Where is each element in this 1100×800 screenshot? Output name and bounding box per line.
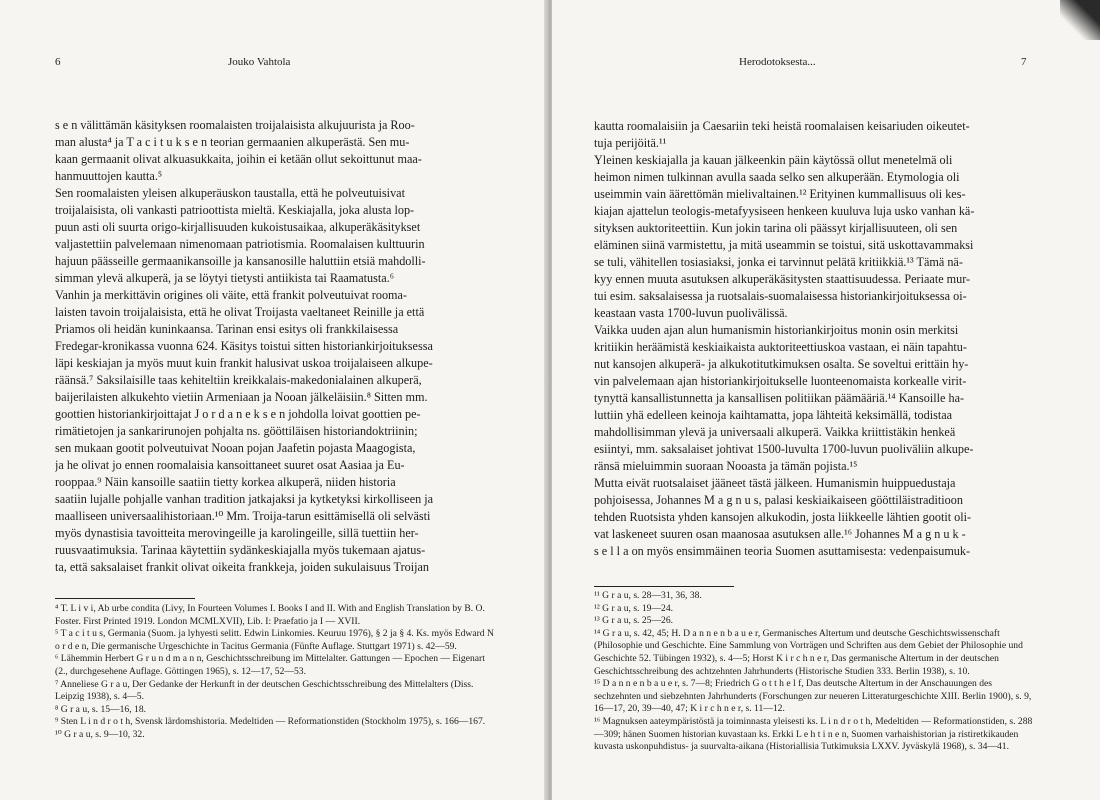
- text-line: kyy ennen muuta asutuksen alkuperäkäsitysten staattisuudessa. Periaate mur-: [594, 272, 971, 286]
- text-line: mahdollisimman ylevä ja universaali alkuperä. Vaikka kriittistäkin henkeä: [594, 425, 956, 439]
- text-line: useimmin vain äärettömän mielivaltainen.¹² Erityinen kummallisuus oli kes-: [594, 187, 966, 201]
- text-line: sityksen auktoriteettiin. Kun jokin tarina oli päässyt kirjallisuuteen, oli sen: [594, 221, 958, 235]
- body-text: [594, 118, 1038, 560]
- page-number: 6: [55, 56, 61, 68]
- text-line: tui esim. saksalaisessa ja ruotsalais-suomalaisessa historiankirjoituksessa oi-: [594, 289, 967, 303]
- text-line: goottien historiankirjoittajat J o r d a n e k s e n johdolla loivat goottien pe-: [55, 407, 421, 421]
- right-page: [552, 0, 1100, 800]
- text-line: esiintyi, mm. saksalaiset johtivat 1500-luvulta 1700-luvun puoliväliin alkupe-: [594, 442, 974, 456]
- left-page: [0, 0, 548, 800]
- text-line: saatiin lujalle pohjalle vanhan tradition jatkajaksi ja kytketyksi kirkolliseen ja: [55, 492, 434, 506]
- text-line: valjastettiin palvelemaan nimenomaan patriotismia. Roomalaisen kulttuurin: [55, 237, 425, 251]
- text-line: sen mukaan gootit polveutuivat Nooan pojan Jaafetin pojasta Maagogista,: [55, 441, 416, 455]
- text-line: eläminen siinä varmistettu, ja mitä useammin se toistui, sitä uskottavammaksi: [594, 238, 974, 252]
- text-line: maalliseen universaalihistoriaan.¹⁰ Mm. Troija-tarun esittämisellä oli selvästi: [55, 509, 431, 523]
- text-line: hanmuuttojen kautta.⁵: [55, 169, 163, 183]
- footnote: ¹³ G r a u, s. 25—26.: [594, 615, 674, 627]
- text-line: ja he olivat jo ennen roomalaisia kansoittaneet suuret osat Aasiaa ja Eu-: [55, 458, 405, 472]
- footnotes: [55, 603, 495, 742]
- text-line: Yleinen keskiajalla ja kauan jälkeenkin päin käytössä ollut menetelmä oli: [594, 153, 953, 167]
- text-line: nut kansojen alkuperä- ja alkukotitutkimuksen osalta. Se soveltui erittäin hy-: [594, 357, 969, 371]
- text-line: troijalaisista, oli vankasti patrioottista mieltä. Keskiajalla, joka alusta lop-: [55, 203, 415, 217]
- text-line: kaan germaanit olivat alkuasukkaita, joihin ei ketään ollut sekoittunut maa-: [55, 152, 422, 166]
- text-line: tehden Ruotsista yhden kansojen alkukodin, josta liikkeelle lähtien gootit oli-: [594, 510, 972, 524]
- footnote: ¹⁵ D a n n e n b a u e r, s. 7—8; Friedrich G o t t h e l f, Das deutsche Altertum in der Anschauungen des sechzehnten und siebzehnten Jahrhunderts (Forschungen zur neueren Litteraturgeschichte XIII. Berlin 1900), s. 9, 16—17, 20, 39—40, 47; K i r c h n e r, s. 11—12.: [594, 678, 1032, 715]
- footnote: ⁵ T a c i t u s, Germania (Suom. ja lyhyesti selitt. Edwin Linkomies. Keuruu 1976), § 2 ja § 4. Ks. myös Edward N o r d e n, Die germanische Urgeschichte in Tacitus Germania (Fünfte Auflage. Stuttgart 1971) s. 42—59.: [55, 628, 494, 652]
- footnote: ⁷ Anneliese G r a u, Der Gedanke der Herkunft in der deutschen Geschichtsschreibung des Mittelalters (Diss. Leipzig 1938), s. 4—5.: [55, 678, 474, 703]
- text-line: hajuun päässeille germaanikansoille ja kansanosille haluttiin etsiä mahdolli-: [55, 254, 426, 268]
- text-line: keastaan vasta 1700-luvun puolivälissä.: [594, 306, 788, 320]
- footnote: ¹⁴ G r a u, s. 42, 45; H. D a n n e n b a u e r, Germanisches Altertum und deutsche Geschichtswissenschaft (Philosophie und Geschichte. Eine Sammlung von Vorträgen und Schriften aus dem Gebiet der Philosophie und Geschichte 52. Tübingen 1932), s. 4—5; Horst K i r c h n e r, Das germanische Altertum in der deutschen Geschichtsschreibung des achtzehnten Jahrhunderts (Historische Studien 333. Berlin 1938), s. 10.: [594, 627, 1023, 677]
- footnote: ¹² G r a u, s. 19—24.: [594, 602, 674, 614]
- text-line: s e n välittämän käsityksen roomalaisten troijalaisista alkujuurista ja Roo-: [55, 118, 415, 132]
- footnote: ⁶ Lähemmin Herbert G r u n d m a n n, Geschichtsschreibung im Mittelalter. Gattungen — Epochen — Eigenart (2., durchgesehene Auflage. Göttingen 1965), s. 12—17, 52—53.: [55, 653, 485, 677]
- body-text: [55, 117, 495, 576]
- footnote-rule: [55, 598, 195, 599]
- text-line: s e l l a on myös ensimmäinen teoria Suomen asuttamisesta: vedenpaisumuk-: [594, 544, 971, 558]
- footnote: ⁹ Sten L i n d r o t h, Svensk lärdomshistoria. Medeltiden — Reformationstiden (Stockholm 1975), s. 166—167.: [55, 716, 486, 728]
- text-line: man alusta⁴ ja T a c i t u k s e n teorian germaanien alkuperästä. Sen mu-: [55, 135, 410, 149]
- text-line: puun asti oli suurta origo-kirjallisuuden kukoistusaikaa, alkuperäkäsitykset: [55, 220, 421, 234]
- text-line: vin palvelemaan ajan historiankirjoitukselle luonteenomaista korkealle virit-: [594, 374, 967, 388]
- footnote: ⁸ G r a u, s. 15—16, 18.: [55, 703, 147, 715]
- footnote: ¹⁰ G r a u, s. 9—10, 32.: [55, 728, 145, 740]
- corner-shadow: [1060, 0, 1100, 40]
- footnote: ⁴ T. L i v i, Ab urbe condita (Livy, In Fourteen Volumes I. Books I and II. With and English Translation by B. O. Foster. First Printed 1919. London MCMLXVII), Lib. I: Praefatio ja I — XVII.: [55, 603, 485, 627]
- running-head: Jouko Vahtola: [228, 56, 291, 68]
- footnote-rule: [594, 586, 734, 587]
- text-line: tynyttä kansallistunnetta ja kansallisen politiikan päämääriä.¹⁴ Kansoille ha-: [594, 391, 965, 405]
- running-head: Herodotoksesta...: [739, 56, 816, 68]
- text-line: rooppaa.⁹ Näin kansoille saatiin tietty korkea alkuperä, niiden historia: [55, 475, 396, 489]
- page-number: 7: [1021, 56, 1027, 68]
- text-line: ränsä mieluimmin suoraan Nooasta ja tämän pojista.¹⁵: [594, 459, 858, 473]
- text-line: Vaikka uuden ajan alun humanismin historiankirjoitus monin osin merkitsi: [594, 323, 959, 337]
- text-line: vat laskeneet suuren osan maanosaa asutuksen alle.¹⁶ Johannes M a g n u k -: [594, 527, 966, 541]
- text-line: ta, että saksalaiset frankit olivat oikeita frankkeja, joiden sukulaisuus Troijan: [55, 560, 430, 574]
- text-line: heimon nimen tulkinnan avulla saada selko sen alkuperään. Etymologia oli: [594, 170, 960, 184]
- text-line: läpi keskiajan ja myös muut kuin frankit halusivat uskoa troijalaiseen alkupe-: [55, 356, 433, 370]
- text-line: kiajan ajattelun teologis-metafyysiseen henkeen kuuluva luja usko vanhan kä-: [594, 204, 975, 218]
- text-line: Priamos oli heidän kuninkaansa. Tarinan ensi esitys oli frankkilaisessa: [55, 322, 399, 336]
- text-line: Fredegar-kronikassa vuonna 624. Käsitys toistui sitten historiankirjoituksessa: [55, 339, 433, 353]
- text-line: luttiin yhä edelleen keinoja kaihtamatta, jopa lähteitä keksimällä, todistaa: [594, 408, 953, 422]
- text-line: simman ylevä alkuperä, ja se löytyi tietysti antiikista tai Raamatusta.⁶: [55, 271, 394, 285]
- text-line: kautta roomalaisiin ja Caesariin teki heistä roomalaisen keisariuden oikeutet-: [594, 119, 970, 133]
- text-line: se tuli, vähitellen tosiasiaksi, jonka ei tarvinnut pelätä kritiikkiä.¹³ Tämä nä-: [594, 255, 963, 269]
- text-line: Vanhin ja merkittävin origines oli väite, että frankit polveutuivat rooma-: [55, 288, 407, 302]
- text-line: Mutta eivät ruotsalaiset jääneet tästä jälkeen. Humanismin huippuedustaja: [594, 476, 956, 490]
- footnote: ¹⁶ Magnuksen aateympäristöstä ja toiminnasta yleisesti ks. L i n d r o t h, Medeltiden — Reformationstiden, s. 288—309; hänen Suomen historian kuvastaan ks. Erkki L e h t i n e n, Suomen varhaishistorian ja ristiretkikauden kuvasta uskonpuhdistus- ja suurvalta-aikana (Historiallisia Tutkimuksia LXXV. Jyväskylä 1968), s. 34—41.: [594, 715, 1033, 753]
- footnotes: [594, 590, 1038, 754]
- text-line: pohjoisessa, Johannes M a g n u s, palasi keskiaikaiseen gööttiläistraditioon: [594, 493, 963, 507]
- footnote: ¹¹ G r a u, s. 28—31, 36, 38.: [594, 590, 702, 601]
- text-line: räänsä.⁷ Saksilaisille taas kehiteltiin kreikkalais-makedonialainen alkuperä,: [55, 373, 422, 387]
- text-line: baijerilaisten alkukehto vietiin Armeniaan ja Nooan jälkeläisiin.⁸ Sitten mm.: [55, 390, 428, 404]
- text-line: rimätietojen ja sankarirunojen pohjalta ns. gööttiläisen historiandoktriinin;: [55, 424, 418, 438]
- text-line: kritiikin heräämistä keskiaikaista auktoriteettiuskoa vastaan, ei näin tapahtu-: [594, 340, 967, 354]
- text-line: ruusvaatimuksia. Tarinaa käytettiin sydänkeskiajalla myös tukemaan ajatus-: [55, 543, 426, 557]
- text-line: myös dynastisia tavoitteita merovingeille ja karolingeille, sillä tuettiin her-: [55, 526, 419, 540]
- text-line: laisten tavoin troijalaisista, että he olivat Troijasta vaeltaneet Reinille ja että: [55, 305, 425, 319]
- text-line: Sen roomalaisten yleisen alkuperäuskon taustalla, että he polveutuisivat: [55, 186, 405, 200]
- text-line: tuja perijöitä.¹¹: [594, 136, 667, 150]
